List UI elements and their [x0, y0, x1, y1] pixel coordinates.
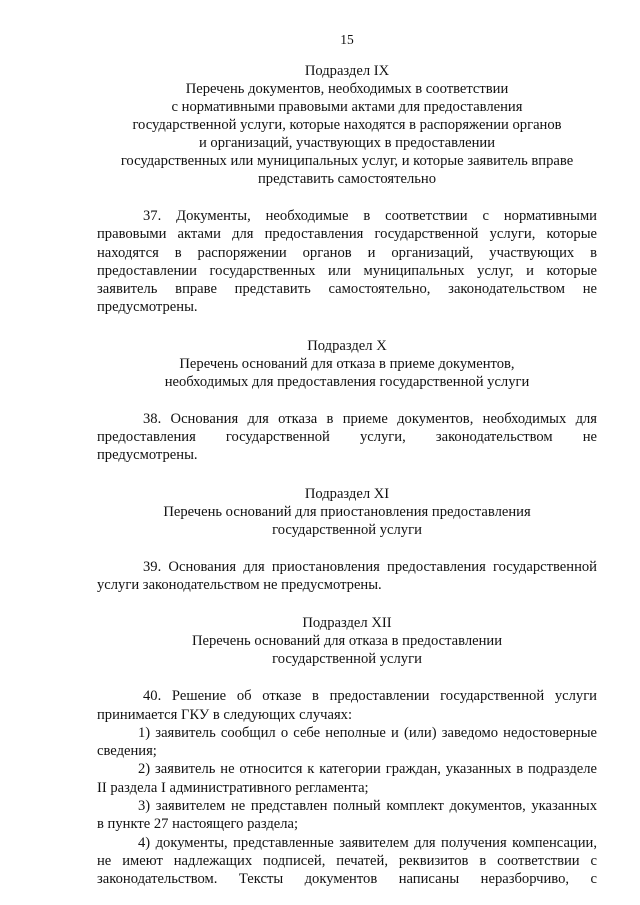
paragraph-line: сведения;	[97, 743, 157, 760]
list-item-1: 1) заявитель сообщил о себе неполные и (или) заведомо недостоверные	[138, 724, 597, 741]
paragraph-line: принимается ГКУ в следующих случаях:	[97, 706, 353, 723]
paragraph-line: правовыми актами для предоставления государственной услуги, которые	[97, 226, 597, 243]
paragraph-line: 37. Документы, необходимые в соответствии с нормативными	[143, 208, 597, 224]
paragraph-line: услуги законодательством не предусмотрены.	[97, 576, 382, 593]
paragraph-line: 40. Решение об отказе в предоставлении государственной услуги	[143, 688, 597, 705]
paragraph-line: предусмотрены.	[97, 447, 198, 464]
paragraph-40	[97, 687, 597, 888]
subsection-xii-heading	[97, 614, 597, 668]
paragraph-line: предусмотрены.	[97, 299, 198, 316]
heading-title: Подраздел XI	[304, 485, 390, 502]
heading-line: с нормативными правовыми актами для предоставления	[171, 99, 523, 115]
heading-line: Перечень оснований для отказа в приеме документов,	[179, 355, 515, 372]
heading-line: необходимых для предоставления государственной услуги	[164, 373, 530, 390]
paragraph-line: находятся в распоряжении органов и организаций, участвующих в	[97, 244, 597, 261]
paragraph-line: II раздела I административного регламента;	[97, 779, 369, 796]
heading-line: представить самостоятельно	[257, 171, 437, 187]
paragraph-line: предоставлении государственных или муниципальных услуг, и которые	[97, 262, 597, 279]
paragraph-38	[97, 410, 597, 465]
heading-line: государственной услуги, которые находятся в распоряжении органов	[132, 117, 562, 133]
heading-line: и организаций, участвующих в предоставлении	[198, 135, 496, 151]
page-number: 15	[340, 32, 354, 47]
heading-line: государственной услуги	[272, 651, 422, 668]
paragraph-39	[97, 558, 597, 595]
subsection-ix-heading	[97, 62, 597, 188]
paragraph-37	[97, 207, 597, 317]
heading-title: Подраздел IX	[304, 63, 390, 79]
paragraph-line: предоставления государственной услуги, законодательством не	[97, 429, 597, 446]
paragraph-line: 39. Основания для приостановления предоставления государственной	[143, 558, 597, 575]
paragraph-line: в пункте 27 настоящего раздела;	[97, 816, 299, 833]
heading-line: государственной услуги	[272, 521, 422, 538]
list-item-4: 4) документы, представленные заявителем для получения компенсации,	[138, 834, 597, 851]
heading-line: Перечень оснований для приостановления предоставления	[163, 503, 531, 520]
list-item-2: 2) заявитель не относится к категории граждан, указанных в подразделе	[138, 761, 597, 778]
heading-line: государственных или муниципальных услуг, и которые заявитель вправе	[120, 153, 574, 169]
paragraph-line: не имеют надлежащих подписей, печатей, реквизитов в соответствии с	[97, 852, 597, 869]
heading-line: Перечень документов, необходимых в соответствии	[185, 81, 509, 97]
heading-title: Подраздел X	[307, 337, 387, 354]
heading-line: Перечень оснований для отказа в предоставлении	[191, 633, 503, 650]
subsection-x-heading	[97, 337, 597, 391]
subsection-xi-heading	[97, 485, 597, 539]
paragraph-line: 38. Основания для отказа в приеме документов, необходимых для	[143, 410, 597, 427]
paragraph-line: законодательством. Тексты документов написаны неразборчиво, с	[97, 871, 597, 888]
list-item-3: 3) заявителем не представлен полный комплект документов, указанных	[138, 798, 597, 815]
paragraph-line: заявитель вправе представить самостоятельно, законодательством не	[97, 281, 597, 298]
heading-title: Подраздел XII	[302, 615, 392, 632]
